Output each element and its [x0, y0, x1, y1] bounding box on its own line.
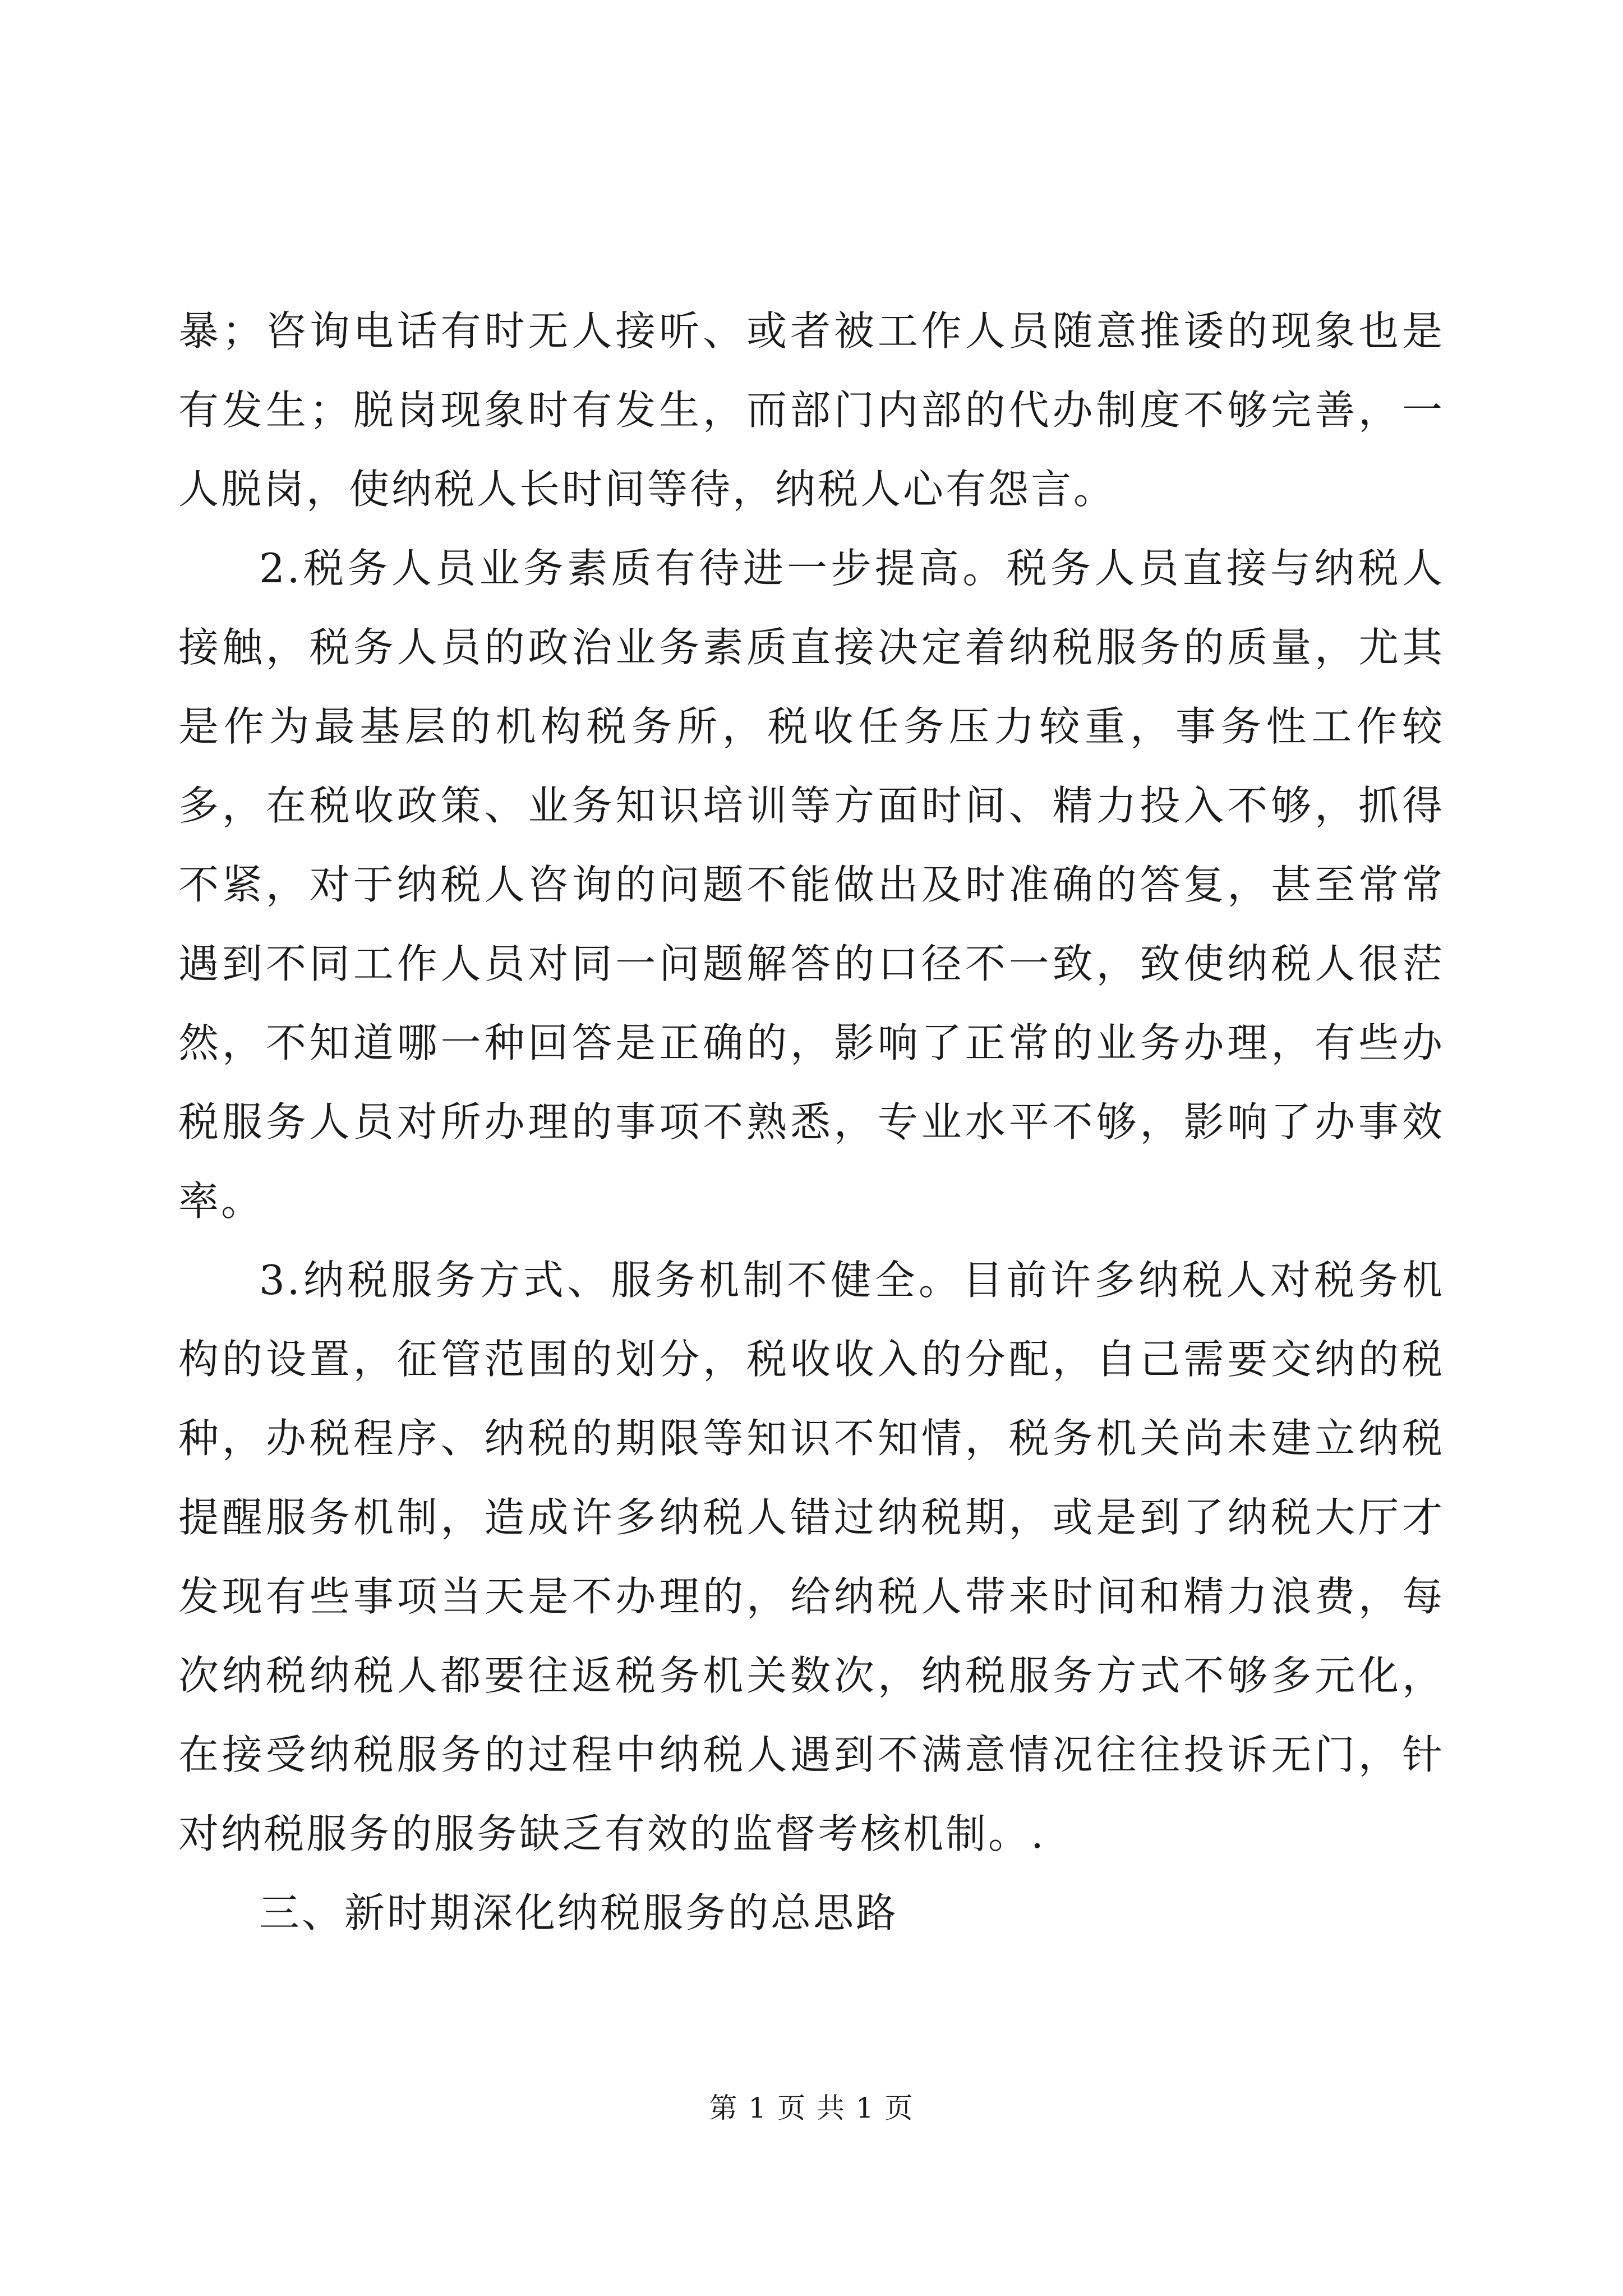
section-heading: 三、新时期深化纳税服务的总思路 — [259, 1889, 899, 1936]
document-body — [178, 292, 1445, 1953]
page-footer: 第 1 页 共 1 页 — [709, 2092, 914, 2124]
paragraph-staff-quality: 2.税务人员业务素质有待进一步提高。税务人员直接与纳税人接触，税务人员的政治业务素质直接决定着纳税服务的质量，尤其是作为最基层的机构税务所，税收任务压力较重，事务性工作较多，在税收政策、业务知识培训等方面时间、精力投入不够，抓得不紧，对于纳税人咨询的问题不能做出及时准确的答复，甚至常常遇到不同工作人员对同一问题解答的口径不一致，致使纳税人很茫然，不知道哪一种回答是正确的，影响了正常的业务办理，有些办税服务人员对所办理的事项不熟悉，专业水平不够，影响了办事效率。 — [178, 545, 1445, 1225]
paragraph-service-mechanism: 3.纳税服务方式、服务机制不健全。目前许多纳税人对税务机构的设置，征管范围的划分，税收收入的分配，自己需要交纳的税种，办税程序、纳税的期限等知识不知情，税务机关尚未建立纳税提醒服务机制，造成许多纳税人错过纳税期，或是到了纳税大厅才发现有些事项当天是不办理的，给纳税人带来时间和精力浪费，每次纳税纳税人都要往返税务机关数次，纳税服务方式不够多元化，在接受纳税服务的过程中纳税人遇到不满意情况往往投诉无门，针对纳税服务的服务缺乏有效的监督考核机制。. — [178, 1257, 1445, 1857]
paragraph-continuation: 暴；咨询电话有时无人接听、或者被工作人员随意推诿的现象也是有发生；脱岗现象时有发生，而部门内部的代办制度不够完善，一人脱岗，使纳税人长时间等待，纳税人心有怨言。 — [178, 307, 1445, 513]
